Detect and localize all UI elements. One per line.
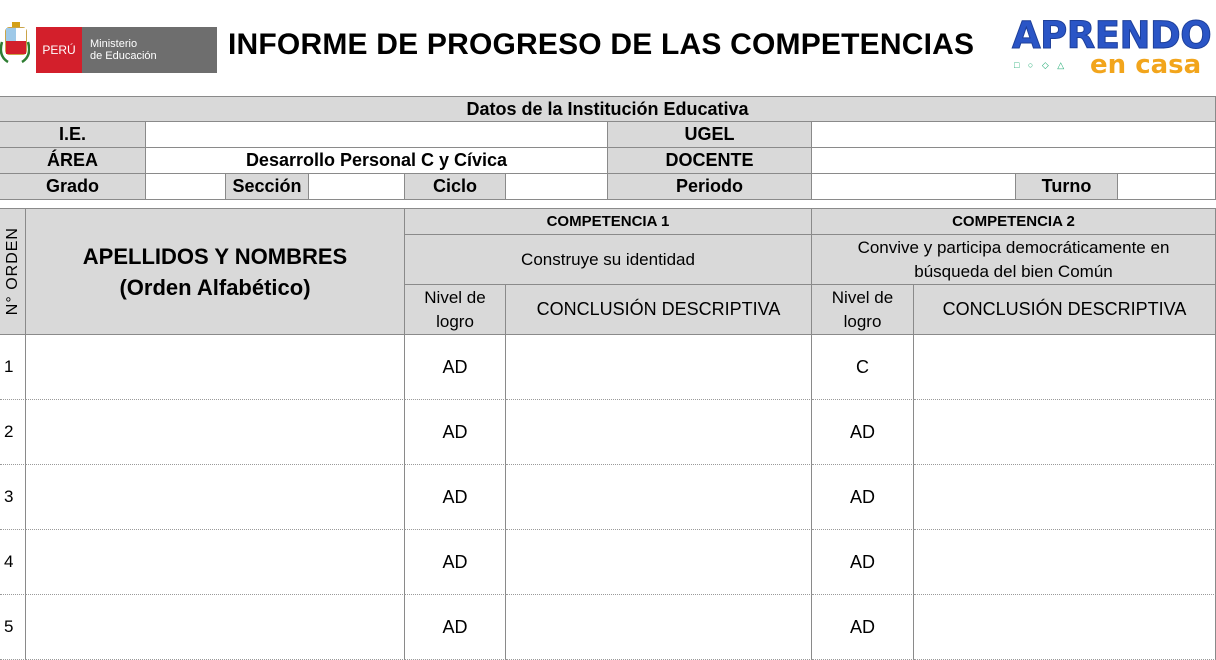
row-order: 4	[0, 530, 26, 595]
competencia2-description	[812, 235, 1216, 285]
seccion-field[interactable]	[309, 174, 405, 200]
competencia2-title: COMPETENCIA 2	[812, 209, 1216, 235]
ie-label: I.E.	[0, 122, 146, 148]
row-c1-conclusion[interactable]	[506, 335, 812, 400]
row-name[interactable]	[26, 530, 405, 595]
row-name[interactable]	[26, 335, 405, 400]
c2-conclusion-header: CONCLUSIÓN DESCRIPTIVA	[914, 285, 1216, 335]
row-name[interactable]	[26, 465, 405, 530]
row-c1-conclusion[interactable]	[506, 530, 812, 595]
row-c2-conclusion[interactable]	[914, 595, 1216, 660]
row-c1-level[interactable]: AD	[405, 400, 506, 465]
row-c1-level[interactable]: AD	[405, 595, 506, 660]
page-title: INFORME DE PROGRESO DE LAS COMPETENCIAS	[228, 28, 975, 61]
c1-conclusion-header: CONCLUSIÓN DESCRIPTIVA	[506, 285, 812, 335]
minedu-logo	[36, 27, 217, 73]
ciclo-label: Ciclo	[405, 174, 506, 200]
row-c1-conclusion[interactable]	[506, 465, 812, 530]
area-label: ÁREA	[0, 148, 146, 174]
ugel-label: UGEL	[608, 122, 812, 148]
names-header-line2: (Orden Alfabético)	[119, 274, 311, 300]
names-header	[26, 209, 405, 335]
row-c2-conclusion[interactable]	[914, 400, 1216, 465]
periodo-label: Periodo	[608, 174, 812, 200]
row-order: 2	[0, 400, 26, 465]
peru-coat-of-arms-icon	[0, 22, 30, 72]
institution-section-title: Datos de la Institución Educativa	[0, 97, 1216, 122]
ciclo-field[interactable]	[506, 174, 608, 200]
aprendo-en-casa-logo	[1012, 14, 1212, 80]
c2-level-header-line1: Nivel de	[831, 287, 894, 307]
ministry-line1: Ministerio	[90, 38, 138, 50]
row-c2-conclusion[interactable]	[914, 530, 1216, 595]
document-header	[0, 0, 1216, 96]
row-order: 1	[0, 335, 26, 400]
grado-label: Grado	[0, 174, 146, 200]
periodo-field[interactable]	[812, 174, 1016, 200]
row-c2-level[interactable]: AD	[812, 465, 914, 530]
row-c2-level[interactable]: AD	[812, 595, 914, 660]
en-casa-logo-text: en casa	[1090, 50, 1202, 80]
competencia2-description-line1: Convive y participa democráticamente en	[857, 237, 1170, 257]
names-header-line1: APELLIDOS Y NOMBRES	[82, 243, 348, 269]
row-c1-conclusion[interactable]	[506, 595, 812, 660]
order-header	[0, 209, 26, 335]
ugel-field[interactable]	[812, 122, 1216, 148]
spacer-row	[0, 200, 1216, 209]
row-c2-level[interactable]: C	[812, 335, 914, 400]
aprendo-logo-text: APRENDO	[1012, 14, 1212, 57]
row-c1-level[interactable]: AD	[405, 465, 506, 530]
seccion-label: Sección	[226, 174, 309, 200]
turno-field[interactable]	[1118, 174, 1216, 200]
row-c2-level[interactable]: AD	[812, 530, 914, 595]
row-order: 5	[0, 595, 26, 660]
competencia1-title: COMPETENCIA 1	[405, 209, 812, 235]
row-c2-conclusion[interactable]	[914, 335, 1216, 400]
grado-field[interactable]	[146, 174, 226, 200]
docente-field[interactable]	[812, 148, 1216, 174]
ministry-line2: de Educación	[90, 50, 157, 62]
c2-level-header	[812, 285, 914, 335]
row-c1-level[interactable]: AD	[405, 530, 506, 595]
c1-level-header	[405, 285, 506, 335]
competencia2-description-line2: búsqueda del bien Común	[914, 261, 1113, 281]
competencia1-description: Construye su identidad	[405, 235, 812, 285]
c1-level-header-line1: Nivel de	[424, 287, 486, 307]
peru-label: PERÚ	[36, 27, 82, 73]
order-header-label: N° ORDEN	[3, 227, 21, 316]
c2-level-header-line2: logro	[843, 311, 882, 331]
turno-label: Turno	[1016, 174, 1118, 200]
docente-label: DOCENTE	[608, 148, 812, 174]
row-c2-level[interactable]: AD	[812, 400, 914, 465]
aprendo-shapes-icon: □ ○ ◇ △	[1014, 60, 1068, 70]
row-order: 3	[0, 465, 26, 530]
row-name[interactable]	[26, 595, 405, 660]
row-c2-conclusion[interactable]	[914, 465, 1216, 530]
ie-field[interactable]	[146, 122, 608, 148]
area-field[interactable]: Desarrollo Personal C y Cívica	[146, 148, 608, 174]
c1-level-header-line2: logro	[436, 311, 474, 331]
row-name[interactable]	[26, 400, 405, 465]
row-c1-level[interactable]: AD	[405, 335, 506, 400]
row-c1-conclusion[interactable]	[506, 400, 812, 465]
